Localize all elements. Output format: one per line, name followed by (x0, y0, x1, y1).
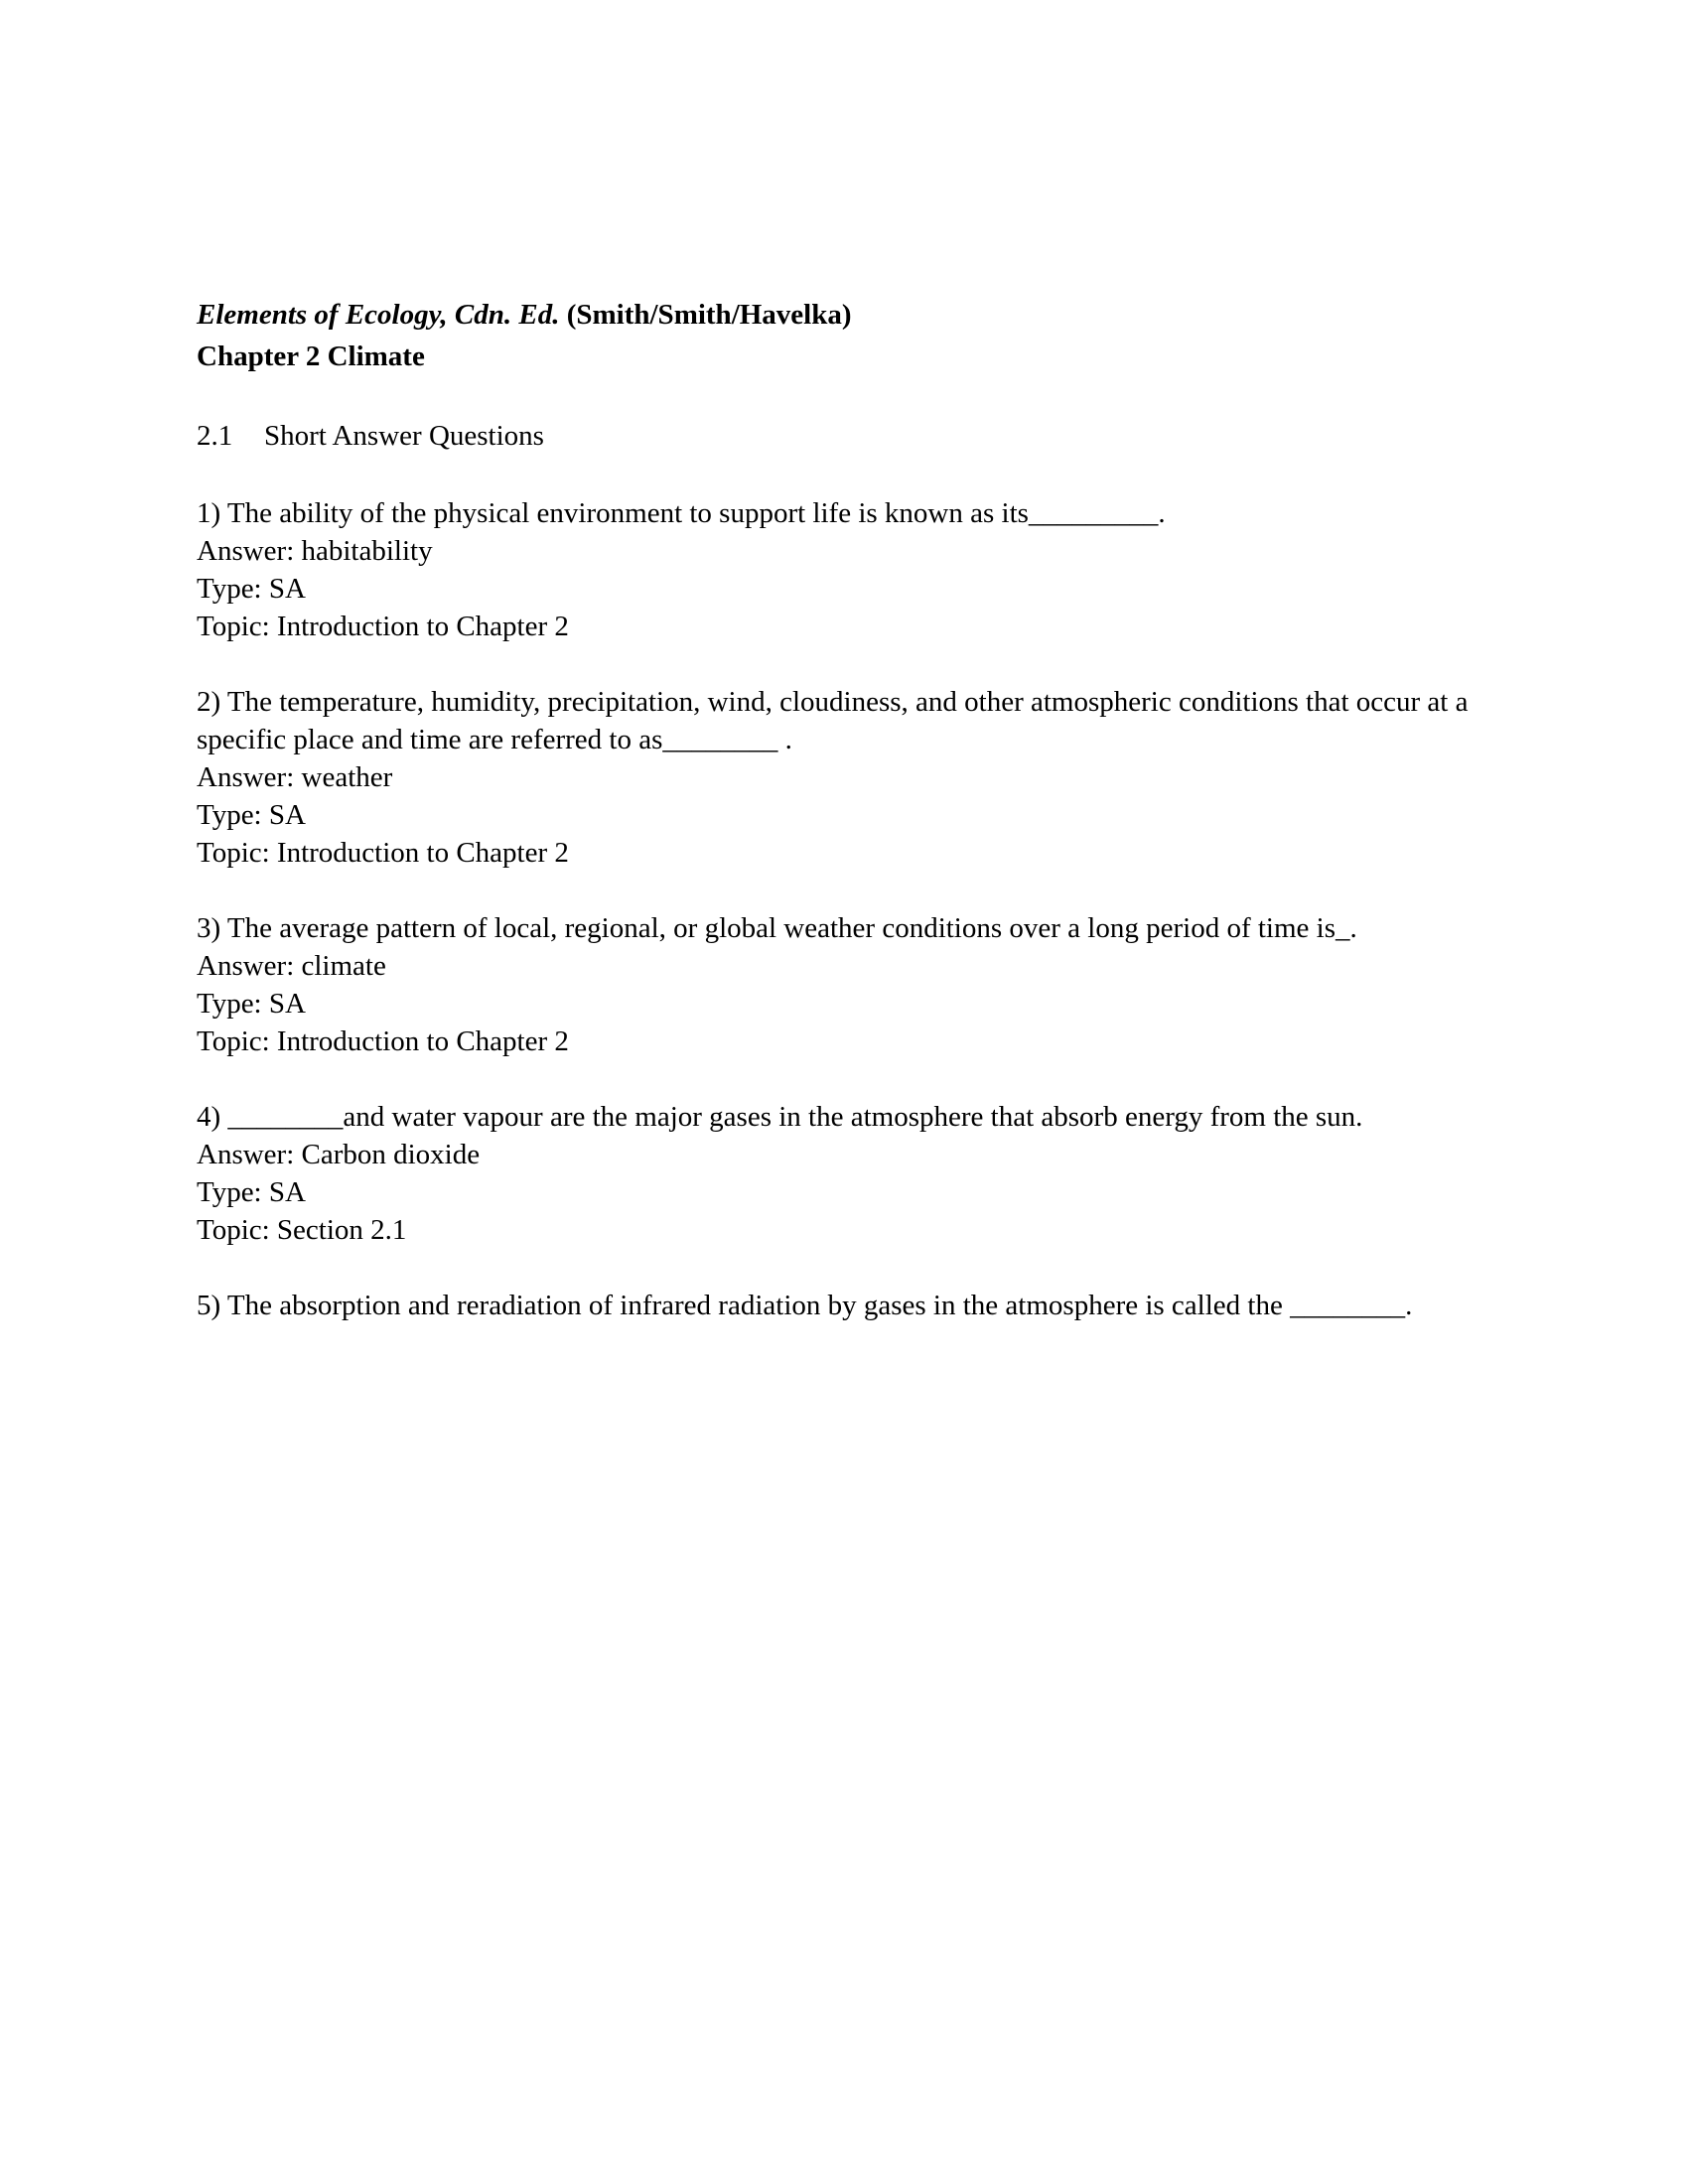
chapter-title: Chapter 2 Climate (197, 341, 425, 372)
question-type: Type: SA (197, 799, 306, 831)
section-heading (197, 415, 1477, 457)
question-topic: Topic: Introduction to Chapter 2 (197, 1025, 569, 1057)
question-text: 5) The absorption and reradiation of infrared radiation by gases in the atmosphere is called the ________. (197, 1290, 1413, 1321)
question-type: Type: SA (197, 573, 306, 605)
question-topic: Topic: Introduction to Chapter 2 (197, 611, 569, 642)
section-number: 2.1 (197, 420, 233, 452)
question-text: 1) The ability of the physical environment to support life is known as its_________. (197, 497, 1166, 529)
question-block (197, 1287, 1477, 1324)
question-block (197, 494, 1477, 645)
question-text: 3) The average pattern of local, regional, or global weather conditions over a long period of time is_. (197, 912, 1357, 944)
question-topic: Topic: Section 2.1 (197, 1214, 407, 1246)
question-block (197, 1098, 1477, 1249)
question-answer: Answer: climate (197, 950, 386, 982)
question-topic: Topic: Introduction to Chapter 2 (197, 837, 569, 869)
question-block (197, 683, 1477, 872)
section-title: Short Answer Questions (264, 420, 544, 452)
document-body (197, 294, 1477, 1324)
question-answer: Answer: habitability (197, 535, 433, 567)
question-answer: Answer: Carbon dioxide (197, 1139, 481, 1170)
book-title: Elements of Ecology, Cdn. Ed. (197, 299, 567, 331)
question-type: Type: SA (197, 1176, 306, 1208)
question-text: 2) The temperature, humidity, precipitation, wind, cloudiness, and other atmospheric conditions that occur at a specific place and time are referred to as________ . (197, 686, 1469, 755)
document-title (197, 294, 1477, 336)
question-type: Type: SA (197, 988, 306, 1020)
question-text: 4) ________and water vapour are the major gases in the atmosphere that absorb energy from the sun. (197, 1101, 1363, 1133)
book-authors: (Smith/Smith/Havelka) (566, 299, 852, 331)
question-answer: Answer: weather (197, 761, 393, 793)
question-block (197, 909, 1477, 1060)
